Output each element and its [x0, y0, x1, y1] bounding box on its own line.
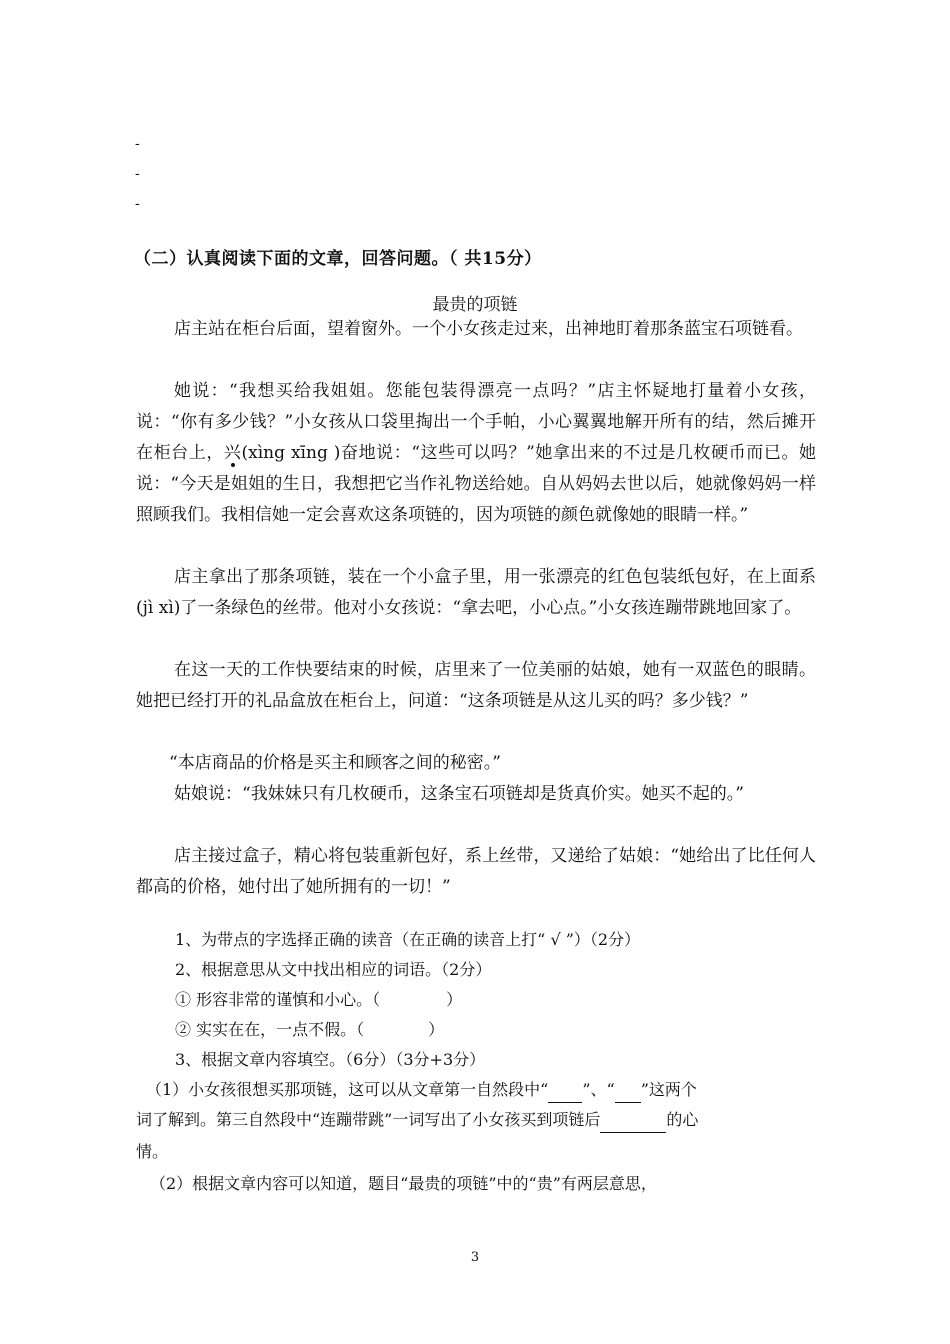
question-3: 3、根据文章内容填空。（6分）（3分+3分） [175, 1050, 486, 1069]
page-number: 3 [470, 1250, 480, 1265]
question-3-part-1-line-1: （1）小女孩很想买那项链，这可以从文章第一自然段中“ ”、“ ”这两个 [146, 1078, 697, 1103]
dash-mark: - [135, 136, 140, 152]
article-paragraph-6: 姑娘说：“我妹妹只有几枚硬币，这条宝石项链却是货真价实。她买不起的。” [174, 784, 744, 804]
article-paragraph-2 [136, 376, 816, 531]
question-3-part-1-line-3: 情。 [136, 1142, 169, 1161]
section-title: （二）认真阅读下面的文章，回答问题。（ 共15分） [134, 249, 542, 269]
emphasis-dot-icon [231, 463, 235, 467]
article-title: 最贵的项链 [432, 295, 518, 315]
question-2-item-1: ① 形容非常的谨慎和小心。（ ） [175, 990, 463, 1009]
paragraph-2-text-after: (xìng xīng )奋地说：“这些可以吗？”她拿出来的不过是几枚硬币而已。她说：“今天是姐姐的生日，我想把它当作礼物送给她。自从妈妈去世以后，她就像妈妈一样照顾我们。我相信她一定会喜欢这条项链的，因为项链的颜色就像她的眼睛一样。” [136, 443, 817, 525]
dash-mark: - [135, 196, 140, 212]
question-2-item-2: ② 实实在在，一点不假。（ ） [175, 1020, 445, 1039]
article-paragraph-3: 店主拿出了那条项链，装在一个小盒子里，用一张漂亮的红色包装纸包好，在上面系(jì xì)了一条绿色的丝带。他对小女孩说：“拿去吧，小心点。”小女孩连蹦带跳地回家了。 [136, 567, 816, 618]
article-paragraph-4: 在这一天的工作快要结束的时候，店里来了一位美丽的姑娘，她有一双蓝色的眼睛。她把已经打开的礼品盒放在柜台上，问道：“这条项链是从这儿买的吗？多少钱？” [136, 660, 816, 711]
article-paragraph-1: 店主站在柜台后面，望着窗外。一个小女孩走过来，出神地盯着那条蓝宝石项链看。 [174, 319, 803, 339]
question-1: 1、为带点的字选择正确的读音（在正确的读音上打“ √ ”）（2分） [175, 930, 641, 949]
question-3-part-1-line-2: 词了解到。第三自然段中“连蹦带跳”一词写出了小女孩买到项链后 的心 [136, 1108, 698, 1133]
answer-blank[interactable] [615, 1078, 641, 1103]
question-3-part-2: （2）根据文章内容可以知道，题目“最贵的项链”中的“贵”有两层意思， [150, 1174, 657, 1193]
question-2: 2、根据意思从文中找出相应的词语。（2分） [175, 960, 492, 979]
dotted-character: 兴 [224, 443, 242, 463]
dash-mark: - [135, 166, 140, 182]
answer-blank[interactable] [600, 1108, 666, 1133]
article-paragraph-5: “本店商品的价格是买主和顾客之间的秘密。” [169, 753, 501, 773]
paragraph-2-text-before: 她说：“我想买给我姐姐。您能包装得漂亮一点吗？”店主怀疑地打量着小女孩，说：“你有多少钱？”小女孩从口袋里掏出一个手帕，小心翼翼地解开所有的结，然后摊开在柜台上， [136, 381, 816, 463]
answer-blank[interactable] [548, 1078, 582, 1103]
article-paragraph-7: 店主接过盒子，精心将包装重新包好，系上丝带，又递给了姑娘：“她给出了比任何人都高的价格，她付出了她所拥有的一切！” [136, 846, 816, 897]
